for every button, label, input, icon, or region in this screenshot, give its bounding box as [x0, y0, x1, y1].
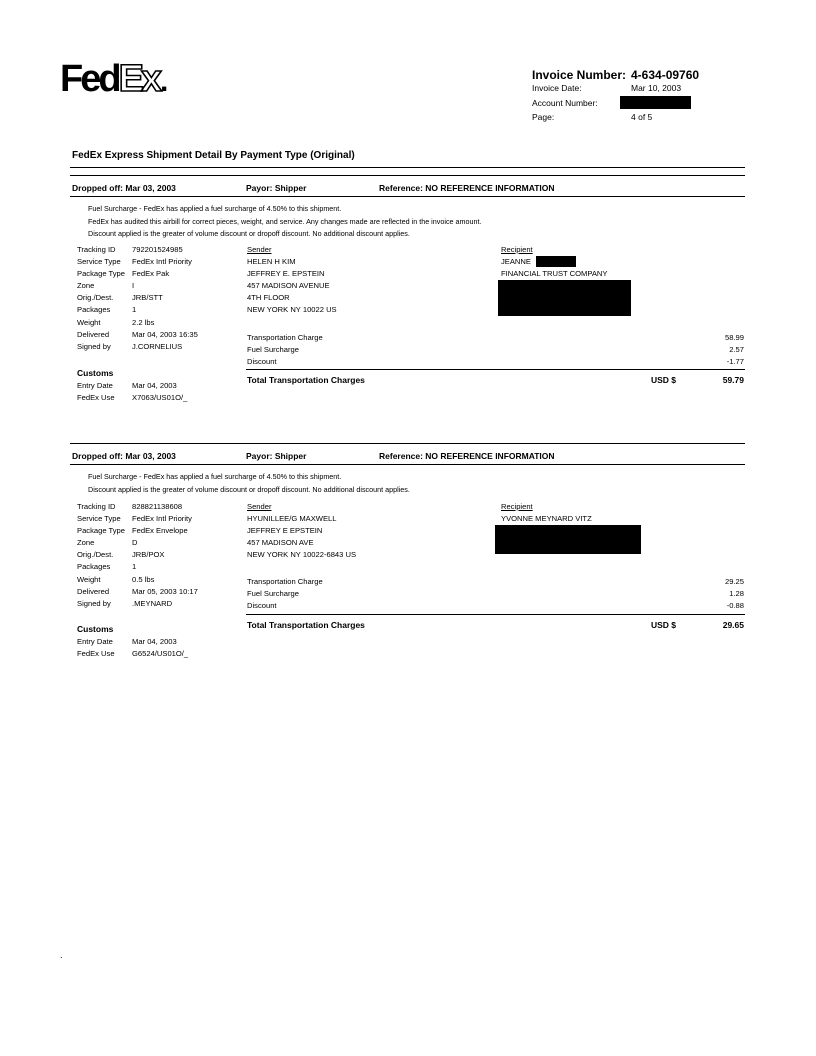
- sender-line: 4TH FLOOR: [247, 293, 290, 303]
- transportation-charge: 58.99: [724, 333, 744, 342]
- sender-line: 457 MADISON AVENUE: [247, 281, 330, 291]
- reference: Reference: NO REFERENCE INFORMATION: [379, 451, 555, 461]
- page-label: Page:: [532, 112, 555, 122]
- recipient-line: YVONNE MEYNARD VITZ: [501, 514, 592, 524]
- sender-line: HELEN H KIM: [247, 257, 296, 267]
- packages: 1: [132, 305, 137, 315]
- label-delivered: Delivered: [77, 586, 110, 596]
- currency: USD $: [651, 620, 677, 630]
- label-orig-dest: Orig./Dest.: [77, 293, 114, 303]
- fedex-use-label: FedEx Use: [77, 393, 115, 402]
- orig-dest: JRB/POX: [132, 550, 165, 560]
- transportation-charge: 29.25: [724, 577, 744, 586]
- total-amount: 29.65: [722, 620, 744, 630]
- invoice-date: Mar 10, 2003: [631, 83, 682, 93]
- label-package-type: Package Type: [77, 526, 125, 536]
- zone: I: [132, 281, 135, 291]
- label-service-type: Service Type: [77, 257, 121, 267]
- tracking-id: 828821138608: [132, 502, 183, 511]
- reference: Reference: NO REFERENCE INFORMATION: [379, 183, 555, 193]
- entry-date-label: Entry Date: [77, 381, 113, 390]
- note-line: Discount applied is the greater of volume discount or dropoff discount. No additional discount applies.: [88, 229, 410, 238]
- entry-date: Mar 04, 2003: [132, 637, 177, 646]
- detail-values: [132, 244, 242, 353]
- notes: [88, 471, 728, 496]
- entry-date-label: Entry Date: [77, 637, 113, 646]
- customs-title: Customs: [77, 624, 114, 634]
- section-title: FedEx Express Shipment Detail By Payment Type (Original): [72, 150, 355, 161]
- transportation-charge-label: Transportation Charge: [247, 577, 323, 586]
- note-line: Fuel Surcharge - FedEx has applied a fuel surcharge of 4.50% to this shipment.: [88, 472, 342, 481]
- label-orig-dest: Orig./Dest.: [77, 550, 114, 560]
- recipient-address-redaction: [495, 525, 641, 554]
- label-tracking-id: Tracking ID: [77, 245, 116, 254]
- logo-dot: .: [160, 65, 166, 98]
- recipient-heading: Recipient: [501, 502, 533, 511]
- invoice-date-label: Invoice Date:: [532, 83, 582, 93]
- packages: 1: [132, 562, 137, 572]
- label-zone: Zone: [77, 281, 95, 291]
- total-label: Total Transportation Charges: [247, 375, 365, 385]
- total-label: Total Transportation Charges: [247, 620, 365, 630]
- notes: [88, 203, 728, 241]
- sender-line: JEFFREY E. EPSTEIN: [247, 269, 325, 279]
- logo-ex: Ex: [118, 58, 160, 100]
- sender-line: JEFFREY E EPSTEIN: [247, 526, 323, 536]
- discount-label: Discount: [247, 601, 277, 610]
- label-package-type: Package Type: [77, 269, 125, 279]
- label-zone: Zone: [77, 538, 95, 548]
- footer-mark: .: [60, 950, 63, 960]
- detail-labels: [77, 244, 137, 353]
- divider: [70, 175, 745, 176]
- fuel-surcharge: 1.28: [729, 589, 744, 598]
- customs-title: Customs: [77, 368, 114, 378]
- discount: -0.88: [726, 601, 744, 610]
- orig-dest: JRB/STT: [132, 293, 163, 303]
- total-divider: [246, 614, 745, 615]
- invoice-number: 4-634-09760: [631, 68, 700, 82]
- delivered: Mar 05, 2003 10:17: [132, 586, 198, 596]
- recipient-line: JEANNE: [501, 257, 531, 267]
- entry-date: Mar 04, 2003: [132, 381, 177, 390]
- package-type: FedEx Envelope: [132, 526, 188, 536]
- divider: [70, 464, 745, 465]
- fuel-surcharge-label: Fuel Surcharge: [247, 345, 299, 354]
- label-signed-by: Signed by: [77, 341, 111, 351]
- recipient-block: [501, 501, 741, 525]
- label-service-type: Service Type: [77, 514, 121, 524]
- page-value: 4 of 5: [631, 112, 653, 122]
- recipient-heading: Recipient: [501, 245, 533, 254]
- label-weight: Weight: [77, 317, 101, 327]
- sender-heading: Sender: [247, 245, 272, 254]
- label-packages: Packages: [77, 562, 111, 572]
- label-delivered: Delivered: [77, 329, 110, 339]
- service-type: FedEx Intl Priority: [132, 257, 192, 267]
- detail-values: [132, 501, 242, 610]
- detail-labels: [77, 501, 137, 610]
- service-type: FedEx Intl Priority: [132, 514, 192, 524]
- sender-heading: Sender: [247, 502, 272, 511]
- label-signed-by: Signed by: [77, 598, 111, 608]
- fedex-logo: [60, 60, 165, 101]
- total-divider: [246, 369, 745, 370]
- currency: USD $: [651, 375, 677, 385]
- label-weight: Weight: [77, 574, 101, 584]
- divider: [70, 167, 745, 168]
- divider: [70, 196, 745, 197]
- dropped-off: Dropped off: Mar 03, 2003: [72, 451, 176, 461]
- recipient-line: FINANCIAL TRUST COMPANY: [501, 269, 608, 279]
- payor: Payor: Shipper: [246, 183, 307, 193]
- total-amount: 59.79: [722, 375, 744, 385]
- fedex-use: G6524/US01O/_: [132, 649, 189, 658]
- dropped-off: Dropped off: Mar 03, 2003: [72, 183, 176, 193]
- sender-line: NEW YORK NY 10022 US: [247, 305, 337, 315]
- note-line: FedEx has audited this airbill for correct pieces, weight, and service. Any changes made are reflected in the invoice amount.: [88, 216, 482, 226]
- recipient-address-redaction: [498, 280, 631, 316]
- transportation-charge-label: Transportation Charge: [247, 333, 323, 342]
- divider: [70, 443, 745, 444]
- signed-by: J.CORNELIUS: [132, 341, 183, 351]
- zone: D: [132, 538, 138, 548]
- sender-line: HYUNILLEE/G MAXWELL: [247, 514, 337, 524]
- weight: 2.2 lbs: [132, 317, 155, 327]
- invoice-number-label: Invoice Number:: [532, 68, 627, 82]
- discount: -1.77: [726, 357, 744, 366]
- account-number-label: Account Number:: [532, 98, 598, 108]
- fuel-surcharge-label: Fuel Surcharge: [247, 589, 299, 598]
- signed-by: .MEYNARD: [132, 598, 173, 608]
- package-type: FedEx Pak: [132, 269, 170, 279]
- note-line: Fuel Surcharge - FedEx has applied a fuel surcharge of 4.50% to this shipment.: [88, 204, 342, 213]
- discount-label: Discount: [247, 357, 277, 366]
- weight: 0.5 lbs: [132, 574, 155, 584]
- recipient-name-redaction: [536, 256, 576, 267]
- label-tracking-id: Tracking ID: [77, 502, 116, 511]
- sender-block: [247, 244, 467, 317]
- note-line: Discount applied is the greater of volume discount or dropoff discount. No additional discount applies.: [88, 484, 410, 494]
- payor: Payor: Shipper: [246, 451, 307, 461]
- sender-line: 457 MADISON AVE: [247, 538, 314, 548]
- tracking-id: 792201524985: [132, 245, 183, 254]
- delivered: Mar 04, 2003 16:35: [132, 329, 198, 339]
- fedex-use-label: FedEx Use: [77, 649, 115, 658]
- fedex-use: X7063/US01O/_: [132, 393, 188, 402]
- label-packages: Packages: [77, 305, 111, 315]
- account-number-redaction: [620, 96, 691, 109]
- fuel-surcharge: 2.57: [729, 345, 744, 354]
- logo-fed: Fed: [60, 58, 119, 100]
- sender-line: NEW YORK NY 10022-6843 US: [247, 550, 357, 560]
- sender-block: [247, 501, 467, 561]
